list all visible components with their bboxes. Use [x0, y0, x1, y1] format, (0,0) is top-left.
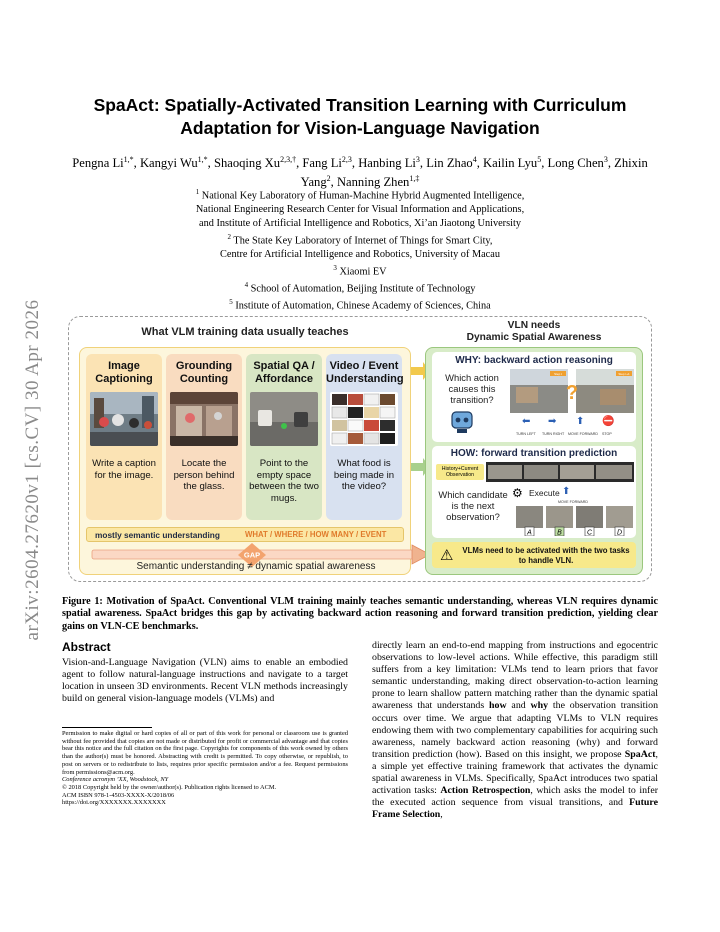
video-frames-grid: [330, 392, 398, 446]
affiliation-line: [62, 186, 658, 203]
why-title: WHY: backward action reasoning: [455, 355, 613, 366]
author-name: Zhixin Yang$^2$: [300, 156, 648, 190]
affiliation-line: [62, 248, 658, 262]
affiliation-text: National Key Laboratory of Human-Machine Hybrid Augmented Intelligence,: [201, 190, 525, 202]
arxiv-stamp-text: arXiv:2604.27620v1 [cs.CV] 30 Apr 2026: [22, 299, 43, 641]
warning-box: [432, 542, 636, 568]
affiliation-line: [62, 203, 658, 217]
history-frames-strip: [486, 462, 634, 482]
why-box: [432, 352, 636, 442]
left-panel-heading: What VLM training data usually teaches: [141, 326, 349, 338]
body-text-continued: [372, 640, 658, 821]
category-image-captioning: [86, 354, 162, 520]
candidate-label: B: [557, 529, 562, 536]
bold-term: why: [530, 700, 549, 712]
turn-left-icon: ⬅: [522, 416, 531, 427]
permission-text: Permission to make digital or hard copies of all or part of this work for personal or classroom use is granted without fee provided that copies are not made or distributed for profit or commercial advantage and that copies bear this notice and the full citation on the first page. Copyrights for components of this work owned by others than the author(s) must be honored. Abstracting with credit is permitted. To copy otherwise, or republish, to post on servers or to redistribute to lists, requires prior specific permission and/or a fee. Request permissions from permissions@acm.org.: [62, 730, 348, 776]
body-text-segment: and: [506, 700, 531, 712]
how-title: HOW: forward transition prediction: [450, 448, 618, 459]
mugs-on-table-photo: [250, 392, 318, 446]
why-question: Which action causes this transition?: [445, 372, 499, 405]
move-forward-icon: ⬆: [576, 416, 585, 427]
author-name: Fang Li$^{2,3}$: [302, 155, 352, 171]
category-spatial-qa-affordance: [246, 354, 322, 520]
candidate-label: D: [616, 529, 623, 536]
right-column: [372, 640, 658, 821]
shop-window-photo: [170, 392, 238, 446]
paper-title: SpaAct: Spatially-Activated Transition Learning with Curriculum Adaptation for Vision-Language Navigation: [93, 95, 627, 138]
category-video-event-understanding: [326, 354, 402, 520]
author-affiliation-marker: 2: [326, 174, 331, 184]
right-heading-line-1: VLN needs: [507, 320, 561, 331]
turn-right-icon: ➡: [548, 416, 557, 427]
affiliation-text: Centre for Artificial Intelligence and Robotics, University of Macau: [220, 249, 500, 261]
vlm-training-data-panel: [79, 347, 411, 575]
author-affiliation-marker: 1,‡: [409, 174, 420, 184]
history-label: History+Current Observation: [436, 464, 484, 480]
affiliation-text: School of Automation, Beijing Institute of Technology: [250, 283, 476, 295]
action-label: MOVE FORWARD: [568, 432, 598, 436]
candidate-label: A: [527, 529, 532, 536]
bold-term: Future Frame Selection: [372, 797, 658, 821]
right-heading-line-2: Dynamic Spatial Awareness: [466, 332, 602, 343]
acm-permission-footnote: [62, 730, 348, 807]
execute-label: Execute: [529, 488, 560, 498]
category-description: What food is being made in the video?: [333, 458, 395, 492]
action-label: TURN RIGHT: [542, 432, 565, 436]
body-text-segment: directly learn an end-to-end mapping from instructions and egocentric observations to low-level actions. While effective, this paradigm still suffers from a key limitation: VLMs tend to learn priors that favor semantic understanding, making direct observation-to-action learning prone to learn shallow pattern matching rather than the dynamic spatial awareness that understands: [372, 640, 658, 712]
category-title: Video / Event Understanding: [326, 360, 404, 385]
gap-statement: Semantic understanding ≠ dynamic spatial awareness: [136, 561, 376, 572]
affiliation-line: [62, 217, 658, 231]
author-name: Kangyi $Wu^{1,*}$: [139, 155, 208, 171]
affiliation-marker: 4: [244, 281, 249, 290]
category-title: Spatial QA / Affordance: [253, 360, 315, 385]
candidate-label: C: [586, 529, 593, 536]
right-panel-heading: [425, 320, 643, 344]
robot-icon: [448, 408, 476, 434]
warning-text: VLMs need to be activated with the two tasks to handle VLN.: [462, 546, 630, 565]
candidate-frames: [516, 506, 634, 536]
semantic-bar-tags: WHAT / WHERE / HOW MANY / EVENT: [245, 530, 387, 539]
author-name: Long Chen$^3$: [547, 155, 608, 171]
semantic-bar-label: mostly semantic understanding: [95, 530, 220, 540]
copyright-line: © 2018 Copyright held by the owner/author(s). Publication rights licensed to ACM.: [62, 783, 277, 791]
author-name: Shaoqing $Xu^{2,3,\dagger}$: [213, 155, 297, 171]
author-list: Pengna $Li^{1,*}$, Kangyi $Wu^{1,*}$, Shaoqing $Xu^{2,3,\dagger}$, Fang Li$^{2,3}$, Hanbing Li$^3$, Lin Zhao$^4$, Kailin Lyu$^5$, Long Chen$^3$, Zhixin Yang$^2$, Nanning Zhen$^{1,\ddagger}$: [72, 155, 648, 190]
affiliation-line: [62, 262, 658, 279]
arxiv-identifier-stamp: [20, 260, 46, 680]
abstract-text: Vision-and-Language Navigation (VLN) aims to enable an embodied agent to follow natural-language instructions and navigate to a target location in unseen 3D environments. Recent VLN methods increasingly build on general vision-language models (VLMs) and: [62, 657, 348, 705]
stop-icon: ⛔: [602, 416, 615, 427]
affiliation-marker: 3: [333, 263, 337, 272]
how-question: Which candidate is the next observation?: [438, 489, 508, 522]
author-affiliation-marker: 2,3: [341, 155, 352, 164]
category-description: Write a caption for the image.: [92, 458, 156, 481]
author-affiliation-marker: 3: [415, 155, 420, 164]
affiliation-marker: 5: [229, 298, 233, 307]
move-forward-icon: ⬆: [562, 486, 571, 497]
action-label: MOVE FORWARD: [558, 500, 588, 504]
figure-caption: Figure 1: Motivation of SpaAct. Conventional VLM training mainly teaches semantic understanding, whereas VLN requires dynamic spatial awareness. SpaAct bridges this gap by activating backward action reasoning and forward transition prediction, yielding clear gains on VLN-CE benchmarks.: [62, 596, 658, 632]
semantic-understanding-bar: [86, 527, 404, 542]
author-name: Hanbing Li$^3$: [358, 155, 420, 171]
left-column: [62, 640, 348, 705]
author-affiliation-marker: 3: [603, 155, 608, 164]
bold-term: SpaAct: [624, 748, 656, 760]
bold-term: how: [489, 700, 507, 712]
author-name: Nanning Zhen$^{1,\ddagger}$: [336, 174, 420, 190]
body-text-segment: , which asks the model to infer the executed action sequence from visual transitions, and: [372, 785, 658, 809]
svg-text:Step t: Step t: [554, 372, 562, 376]
street-crowd-photo: [90, 392, 158, 446]
affiliation-line: [62, 296, 658, 313]
category-title: Grounding Counting: [175, 360, 233, 385]
conference-line: Conference acronym ’XX, Woodstock, NY: [62, 776, 169, 784]
body-text-segment: , a simple yet effective training framework that activates the dynamic spatial awareness in VLMs. Specifically, SpaAct introduces two spatial activation tasks:: [372, 748, 658, 797]
affiliation-line: [62, 279, 658, 296]
author-name: Pengna $Li^{1,*}$: [72, 155, 134, 171]
affiliation-marker: 2: [227, 232, 232, 241]
author-name: Lin Zhao$^4$: [426, 155, 477, 171]
author-name: Kailin Lyu$^5$: [483, 155, 542, 171]
action-label: TURN LEFT: [516, 432, 536, 436]
affiliation-list: [62, 186, 658, 313]
footnote-rule: [62, 727, 152, 728]
body-text-segment: the observation transition occurs over time. We argue that adapting VLMs to VLN requires endowing them with two complementary capabilities for acquiring such awareness, namely backward action reasoning (why) and forward transition prediction (how). Based on this insight, we propose: [372, 700, 659, 760]
body-text-segment: ,: [440, 809, 443, 821]
gap-label: GAP: [243, 550, 261, 560]
author-affiliation-marker: 2,3,†: [280, 155, 297, 164]
affiliation-line: [62, 231, 658, 248]
svg-text:?: ?: [565, 382, 579, 404]
how-box: [432, 446, 636, 538]
affiliation-text: and Institute of Artificial Intelligence and Robotics, Xi’an Jiaotong University: [199, 218, 521, 230]
isbn-line: ACM ISBN 978-1-4503-XXXX-X/2018/06: [62, 791, 175, 799]
action-label: STOP: [602, 432, 612, 436]
warning-icon: ⚠: [440, 547, 454, 564]
vln-needs-panel: [425, 347, 643, 575]
affiliation-text: Institute of Automation, Chinese Academy of Sciences, China: [235, 300, 491, 312]
svg-text:Step t+1: Step t+1: [618, 372, 630, 376]
author-affiliation-marker: 1,*: [123, 155, 134, 164]
affiliation-text: National Engineering Research Center for Visual Information and Applications,: [195, 204, 525, 216]
category-title: Image Captioning: [95, 360, 153, 385]
affiliation-text: Xiaomi EV: [339, 266, 387, 278]
author-affiliation-marker: 1,*: [197, 155, 208, 164]
figure-1: [68, 316, 652, 582]
category-grounding-counting: [166, 354, 242, 520]
step-transition-images: [510, 369, 634, 413]
author-affiliation-marker: 4: [472, 155, 477, 164]
abstract-heading: Abstract: [62, 640, 111, 654]
category-description: Point to the empty space between the two mugs.: [249, 458, 319, 504]
author-affiliation-marker: 5: [537, 155, 542, 164]
affiliation-marker: 1: [195, 188, 200, 196]
doi-line: https://doi.org/XXXXXXX.XXXXXXX: [62, 799, 166, 807]
affiliation-text: The State Key Laboratory of Internet of Things for Smart City,: [233, 235, 493, 247]
category-description: Locate the person behind the glass.: [173, 458, 235, 492]
execute-icon: ⚙: [512, 486, 523, 500]
bold-term: Action Retrospection: [440, 785, 531, 797]
